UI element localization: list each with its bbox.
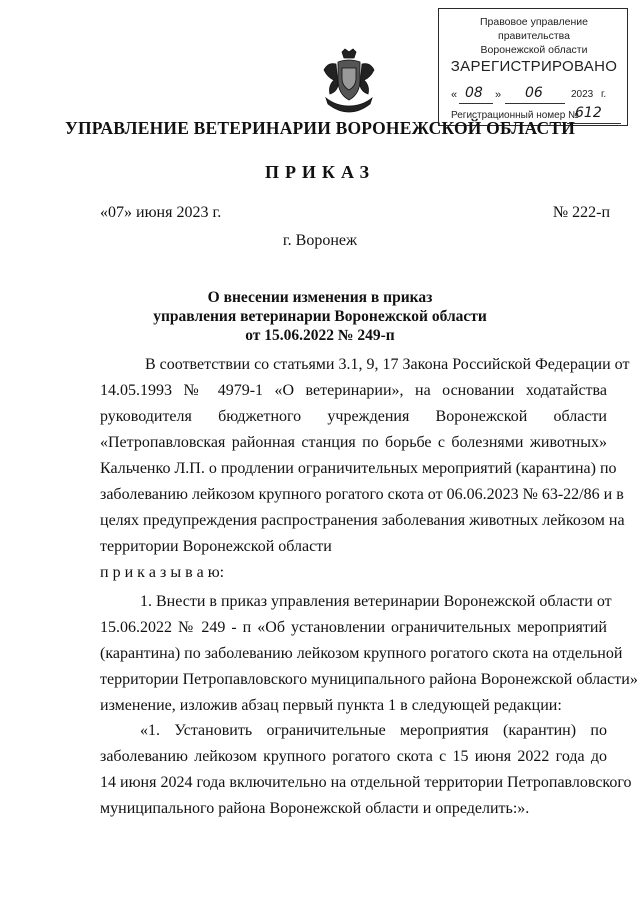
body-line: муниципального района Воронежской области и определить:». — [100, 800, 530, 817]
stamp-year: 2023 — [571, 89, 594, 100]
agency-name: УПРАВЛЕНИЕ ВЕТЕРИНАРИИ ВОРОНЕЖСКОЙ ОБЛАСТИ — [64, 118, 576, 138]
stamp-authority-line2: Воронежской области — [480, 44, 588, 56]
body-line: 14.05.1993 № 4979-1 «О ветеринарии», на основании ходатайства — [100, 382, 607, 399]
coat-of-arms-icon — [320, 48, 378, 114]
stamp-reg-number: 612 — [575, 105, 602, 121]
stamp-year-suffix: г. — [601, 89, 607, 100]
body-line: целях предупреждения распространения заболевания животных лейкозом на — [100, 512, 625, 529]
body-line: (карантина) по заболеванию лейкозом крупного рогатого скота на отдельной — [100, 645, 623, 662]
stamp-date — [451, 87, 623, 107]
document-subject — [0, 288, 640, 345]
body-line: «1. Установить ограничительные мероприятия (карантин) по — [140, 722, 607, 739]
document-date: «07» июня 2023 г. — [100, 204, 222, 221]
subject-line: О внесении изменения в приказ — [207, 289, 433, 306]
stamp-authority — [447, 15, 621, 57]
decree-word: п р и к а з ы в а ю: — [100, 564, 225, 581]
body-line: 1. Внести в приказ управления ветеринарии Воронежской области от — [140, 593, 612, 610]
stamp-month: 06 — [525, 85, 543, 101]
body-line: заболеванию лейкозом крупного рогатого скота с 15 июня 2022 года до — [100, 748, 607, 765]
body-line: руководителя бюджетного учреждения Воронежской области — [100, 408, 607, 425]
body-line: 15.06.2022 № 249 - п «Об установлении ограничительных мероприятий — [100, 619, 607, 636]
document-number: № 222-п — [552, 204, 610, 221]
body-line: «Петропавловская районная станция по борьбе с болезнями животных» — [100, 434, 607, 451]
subject-line: управления ветеринарии Воронежской области — [153, 308, 487, 325]
body-line: территории Воронежской области — [100, 538, 332, 555]
body-line: территории Петропавловского муниципального района Воронежской области» — [100, 671, 638, 688]
subject-line: от 15.06.2022 № 249-п — [245, 327, 395, 344]
stamp-reg-label: Регистрационный номер № — [451, 110, 579, 121]
document-title: ПРИКАЗ — [264, 162, 376, 182]
body-line: Кальченко Л.П. о продлении ограничительных мероприятий (карантина) по — [100, 460, 617, 477]
document-city: г. Воронеж — [282, 232, 358, 249]
body-line: В соответствии со статьями 3.1, 9, 17 Закона Российской Федерации от — [145, 356, 630, 373]
registration-stamp — [438, 8, 628, 126]
body-line: заболеванию лейкозом крупного рогатого скота от 06.06.2023 № 63-22/86 и в — [100, 486, 624, 503]
stamp-quote-close: » — [495, 89, 502, 101]
stamp-day: 08 — [465, 85, 483, 101]
body-line: изменение, изложив абзац первый пункта 1 в следующей редакции: — [100, 697, 562, 714]
stamp-quote-open: « — [451, 89, 458, 101]
stamp-status: ЗАРЕГИСТРИРОВАНО — [450, 58, 618, 75]
stamp-authority-line1: Правовое управление правительства — [479, 16, 588, 42]
body-line: 14 июня 2024 года включительно на отдельной территории Петропавловского — [100, 774, 632, 791]
